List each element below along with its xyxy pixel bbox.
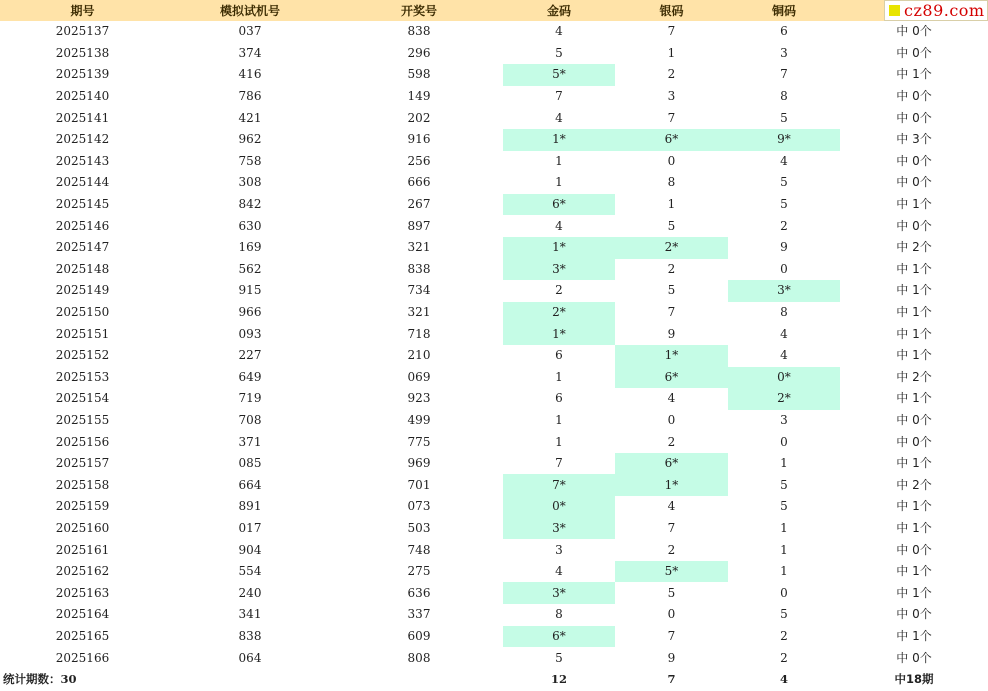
gold-cell: 2: [555, 283, 563, 298]
table-row: [0, 388, 988, 410]
bronze-cell: 5: [780, 499, 788, 514]
sim-number-cell: 093: [238, 326, 262, 341]
gold-cell: 1*: [503, 323, 615, 345]
sim-number-cell: 416: [238, 67, 262, 82]
header-draw-number: 开奖号: [335, 0, 503, 21]
bronze-cell: 2: [780, 650, 788, 665]
table-row: [0, 323, 988, 345]
gold-cell: 5: [555, 650, 563, 665]
gold-cell: 1: [555, 369, 563, 384]
silver-cell: 7: [667, 520, 676, 535]
gold-cell: 7: [555, 89, 563, 104]
table-row: [0, 453, 988, 475]
draw-number-cell: 069: [407, 369, 431, 384]
draw-number-cell: 808: [407, 650, 431, 665]
draw-number-cell: 503: [407, 520, 431, 535]
sim-number-cell: 085: [238, 456, 262, 471]
gold-cell: 1: [555, 434, 563, 449]
sim-number-cell: 371: [238, 434, 262, 449]
period-cell: 2025141: [55, 110, 110, 125]
sim-number-cell: 169: [238, 240, 262, 255]
sim-number-cell: 341: [238, 607, 262, 622]
draw-number-cell: 337: [407, 607, 431, 622]
draw-number-cell: 838: [407, 24, 431, 39]
logo-text: cz89.com: [904, 1, 985, 20]
table-row: [0, 518, 988, 540]
sim-number-cell: 719: [238, 391, 262, 406]
table-row: [0, 86, 988, 108]
period-cell: 2025152: [55, 348, 110, 363]
silver-cell: 0: [667, 607, 676, 622]
gold-cell: 3: [555, 542, 563, 557]
bronze-cell: 5: [780, 110, 788, 125]
silver-cell: 4: [667, 499, 676, 514]
site-logo[interactable]: [884, 0, 988, 21]
period-cell: 2025161: [55, 542, 110, 557]
draw-number-cell: 636: [407, 585, 431, 600]
draw-number-cell: 969: [407, 456, 431, 471]
period-cell: 2025160: [55, 520, 110, 535]
table-row: [0, 129, 988, 151]
period-cell: 2025158: [55, 477, 110, 492]
gold-cell: 6*: [503, 194, 615, 216]
sim-number-cell: 966: [238, 305, 262, 320]
hits-cell: 中 1个: [896, 283, 932, 298]
silver-cell: 2*: [615, 237, 728, 259]
hits-cell: 中 0个: [896, 45, 932, 60]
draw-number-cell: 073: [407, 499, 431, 514]
period-cell: 2025137: [55, 24, 110, 39]
hits-cell: 中 0个: [896, 542, 932, 557]
gold-cell: 5: [555, 45, 563, 60]
silver-cell: 0: [667, 153, 676, 168]
period-cell: 2025154: [55, 391, 110, 406]
bronze-cell: 5: [780, 607, 788, 622]
gold-cell: 1*: [503, 129, 615, 151]
draw-number-cell: 701: [407, 477, 431, 492]
bronze-cell: 7: [780, 67, 788, 82]
draw-number-cell: 838: [407, 261, 431, 276]
table-row: [0, 431, 988, 453]
header-silver: 银码: [615, 0, 728, 21]
hits-cell: 中 1个: [896, 520, 932, 535]
bronze-cell: 5: [780, 477, 788, 492]
silver-cell: 2: [667, 542, 676, 557]
sim-number-cell: 838: [238, 628, 262, 643]
draw-number-cell: 718: [407, 326, 431, 341]
gold-cell: 8: [555, 607, 563, 622]
period-cell: 2025163: [55, 585, 110, 600]
table-row: [0, 345, 988, 367]
hits-cell: 中 1个: [896, 197, 932, 212]
period-cell: 2025143: [55, 153, 110, 168]
table-row: [0, 474, 988, 496]
draw-number-cell: 923: [407, 391, 431, 406]
bronze-cell: 3*: [728, 280, 840, 302]
table-row: [0, 64, 988, 86]
hits-cell: 中 0个: [896, 412, 932, 427]
hits-cell: 中 0个: [896, 218, 932, 233]
draw-number-cell: 734: [407, 283, 431, 298]
bronze-cell: 8: [780, 89, 788, 104]
silver-cell: 0: [667, 412, 676, 427]
sim-number-cell: 962: [238, 132, 262, 147]
table-row: [0, 259, 988, 281]
summary-bronze: 4: [779, 672, 788, 687]
silver-cell: 6*: [615, 453, 728, 475]
bronze-cell: 9: [780, 240, 788, 255]
table-row: [0, 647, 988, 669]
hits-cell: 中 0个: [896, 607, 932, 622]
period-cell: 2025144: [55, 175, 110, 190]
silver-cell: 1*: [615, 474, 728, 496]
silver-cell: 6*: [615, 129, 728, 151]
gold-cell: 5*: [503, 64, 615, 86]
summary-hits: 中18期: [894, 672, 934, 687]
bronze-cell: 5: [780, 175, 788, 190]
sim-number-cell: 037: [238, 24, 262, 39]
bronze-cell: 2: [780, 628, 788, 643]
gold-cell: 6: [555, 348, 563, 363]
table-row: [0, 237, 988, 259]
sim-number-cell: 308: [238, 175, 262, 190]
silver-cell: 5: [667, 283, 676, 298]
sim-number-cell: 562: [238, 261, 262, 276]
hits-cell: 中 1个: [896, 456, 932, 471]
hits-cell: 中 3个: [896, 132, 932, 147]
sim-number-cell: 421: [238, 110, 262, 125]
draw-number-cell: 256: [407, 153, 431, 168]
hits-cell: 中 0个: [896, 24, 932, 39]
table-row: [0, 626, 988, 648]
gold-cell: 3*: [503, 582, 615, 604]
gold-cell: 3*: [503, 518, 615, 540]
hits-cell: 中 1个: [896, 564, 932, 579]
hits-cell: 中 0个: [896, 89, 932, 104]
bronze-cell: 1: [780, 564, 788, 579]
silver-cell: 2: [667, 67, 676, 82]
period-cell: 2025151: [55, 326, 110, 341]
hits-cell: 中 0个: [896, 175, 932, 190]
logo-square-icon: [889, 5, 900, 16]
draw-number-cell: 609: [407, 628, 431, 643]
hits-cell: 中 1个: [896, 499, 932, 514]
bronze-cell: 2*: [728, 388, 840, 410]
gold-cell: 3*: [503, 259, 615, 281]
table-row: [0, 561, 988, 583]
gold-cell: 4: [555, 218, 563, 233]
draw-number-cell: 149: [407, 89, 431, 104]
period-cell: 2025157: [55, 456, 110, 471]
table-row: [0, 496, 988, 518]
bronze-cell: 2: [780, 218, 788, 233]
period-cell: 2025145: [55, 197, 110, 212]
table-body: [0, 21, 988, 669]
summary-silver: 7: [667, 672, 676, 687]
period-cell: 2025162: [55, 564, 110, 579]
period-cell: 2025138: [55, 45, 110, 60]
bronze-cell: 4: [780, 348, 788, 363]
header-sim-number: 模拟试机号: [165, 0, 335, 21]
gold-cell: 4: [555, 110, 563, 125]
period-cell: 2025166: [55, 650, 110, 665]
silver-cell: 5: [667, 585, 676, 600]
bronze-cell: 1: [780, 542, 788, 557]
hits-cell: 中 1个: [896, 67, 932, 82]
silver-cell: 7: [667, 628, 676, 643]
period-cell: 2025140: [55, 89, 110, 104]
hits-cell: 中 0个: [896, 110, 932, 125]
header-gold: 金码: [503, 0, 615, 21]
bronze-cell: 0: [780, 261, 788, 276]
draw-number-cell: 748: [407, 542, 431, 557]
period-cell: 2025165: [55, 628, 110, 643]
silver-cell: 5*: [615, 561, 728, 583]
sim-number-cell: 064: [238, 650, 262, 665]
period-cell: 2025149: [55, 283, 110, 298]
period-cell: 2025156: [55, 434, 110, 449]
draw-number-cell: 267: [407, 197, 431, 212]
hits-cell: 中 1个: [896, 326, 932, 341]
draw-number-cell: 296: [407, 45, 431, 60]
period-cell: 2025153: [55, 369, 110, 384]
silver-cell: 8: [667, 175, 676, 190]
silver-cell: 3: [667, 89, 676, 104]
silver-cell: 4: [667, 391, 676, 406]
bronze-cell: 1: [780, 520, 788, 535]
table-row: [0, 172, 988, 194]
gold-cell: 1*: [503, 237, 615, 259]
table-row: [0, 151, 988, 173]
table-row: [0, 367, 988, 389]
gold-cell: 2*: [503, 302, 615, 324]
sim-number-cell: 649: [238, 369, 262, 384]
period-cell: 2025164: [55, 607, 110, 622]
period-cell: 2025148: [55, 261, 110, 276]
summary-gold: 12: [550, 672, 567, 687]
hits-cell: 中 1个: [896, 628, 932, 643]
summary-empty-1: [165, 669, 335, 691]
draw-number-cell: 666: [407, 175, 431, 190]
sim-number-cell: 891: [238, 499, 262, 514]
bronze-cell: 8: [780, 305, 788, 320]
silver-cell: 6*: [615, 367, 728, 389]
period-cell: 2025139: [55, 67, 110, 82]
hits-cell: 中 1个: [896, 585, 932, 600]
hits-cell: 中 0个: [896, 153, 932, 168]
gold-cell: 6: [555, 391, 563, 406]
gold-cell: 6*: [503, 626, 615, 648]
sim-number-cell: 240: [238, 585, 262, 600]
table-row: [0, 410, 988, 432]
table-row: [0, 43, 988, 65]
silver-cell: 7: [667, 24, 676, 39]
draw-number-cell: 916: [407, 132, 431, 147]
summary-label: 统计期数：30: [3, 672, 77, 687]
table-row: [0, 194, 988, 216]
bronze-cell: 0: [780, 585, 788, 600]
hits-cell: 中 1个: [896, 305, 932, 320]
period-cell: 2025146: [55, 218, 110, 233]
hits-cell: 中 2个: [896, 240, 932, 255]
period-cell: 2025142: [55, 132, 110, 147]
silver-cell: 2: [667, 434, 676, 449]
sim-number-cell: 664: [238, 477, 262, 492]
hits-cell: 中 2个: [896, 369, 932, 384]
sim-number-cell: 708: [238, 412, 262, 427]
gold-cell: 4: [555, 24, 563, 39]
hits-cell: 中 1个: [896, 261, 932, 276]
header-bronze: 铜码: [728, 0, 840, 21]
draw-number-cell: 210: [407, 348, 431, 363]
sim-number-cell: 227: [238, 348, 262, 363]
period-cell: 2025155: [55, 412, 110, 427]
table-row: [0, 582, 988, 604]
silver-cell: 9: [667, 650, 676, 665]
sim-number-cell: 630: [238, 218, 262, 233]
sim-number-cell: 554: [238, 564, 262, 579]
bronze-cell: 9*: [728, 129, 840, 151]
summary-empty-2: [335, 669, 503, 691]
hits-cell: 中 2个: [896, 477, 932, 492]
hits-cell: 中 0个: [896, 434, 932, 449]
silver-cell: 1: [667, 197, 676, 212]
draw-number-cell: 897: [407, 218, 431, 233]
bronze-cell: 1: [780, 456, 788, 471]
bronze-cell: 0*: [728, 367, 840, 389]
period-cell: 2025159: [55, 499, 110, 514]
sim-number-cell: 786: [238, 89, 262, 104]
bronze-cell: 6: [780, 24, 788, 39]
bronze-cell: 4: [780, 326, 788, 341]
sim-number-cell: 904: [238, 542, 262, 557]
table-row: [0, 604, 988, 626]
table-row: [0, 280, 988, 302]
table-row: [0, 21, 988, 43]
silver-cell: 2: [667, 261, 676, 276]
draw-number-cell: 202: [407, 110, 431, 125]
gold-cell: 0*: [503, 496, 615, 518]
silver-cell: 7: [667, 110, 676, 125]
hits-cell: 中 1个: [896, 391, 932, 406]
period-cell: 2025147: [55, 240, 110, 255]
gold-cell: 1: [555, 412, 563, 427]
bronze-cell: 5: [780, 197, 788, 212]
draw-number-cell: 598: [407, 67, 431, 82]
header-period: 期号: [0, 0, 165, 21]
bronze-cell: 0: [780, 434, 788, 449]
bronze-cell: 3: [780, 412, 788, 427]
draw-number-cell: 275: [407, 564, 431, 579]
table-row: [0, 107, 988, 129]
hits-cell: 中 1个: [896, 348, 932, 363]
sim-number-cell: 842: [238, 197, 262, 212]
silver-cell: 5: [667, 218, 676, 233]
silver-cell: 1: [667, 45, 676, 60]
table-row: [0, 302, 988, 324]
hits-cell: 中 0个: [896, 650, 932, 665]
gold-cell: 4: [555, 564, 563, 579]
gold-cell: 1: [555, 153, 563, 168]
gold-cell: 7: [555, 456, 563, 471]
draw-number-cell: 775: [407, 434, 431, 449]
bronze-cell: 3: [780, 45, 788, 60]
draw-number-cell: 499: [407, 412, 431, 427]
gold-cell: 7*: [503, 474, 615, 496]
draw-number-cell: 321: [407, 240, 431, 255]
bronze-cell: 4: [780, 153, 788, 168]
gold-cell: 1: [555, 175, 563, 190]
silver-cell: 9: [667, 326, 676, 341]
sim-number-cell: 758: [238, 153, 262, 168]
period-cell: 2025150: [55, 305, 110, 320]
table-row: [0, 539, 988, 561]
header-row: [0, 0, 988, 21]
silver-cell: 1*: [615, 345, 728, 367]
draw-number-cell: 321: [407, 305, 431, 320]
summary-row: [0, 669, 988, 691]
silver-cell: 7: [667, 305, 676, 320]
sim-number-cell: 915: [238, 283, 262, 298]
table-row: [0, 215, 988, 237]
sim-number-cell: 374: [238, 45, 262, 60]
sim-number-cell: 017: [238, 520, 262, 535]
